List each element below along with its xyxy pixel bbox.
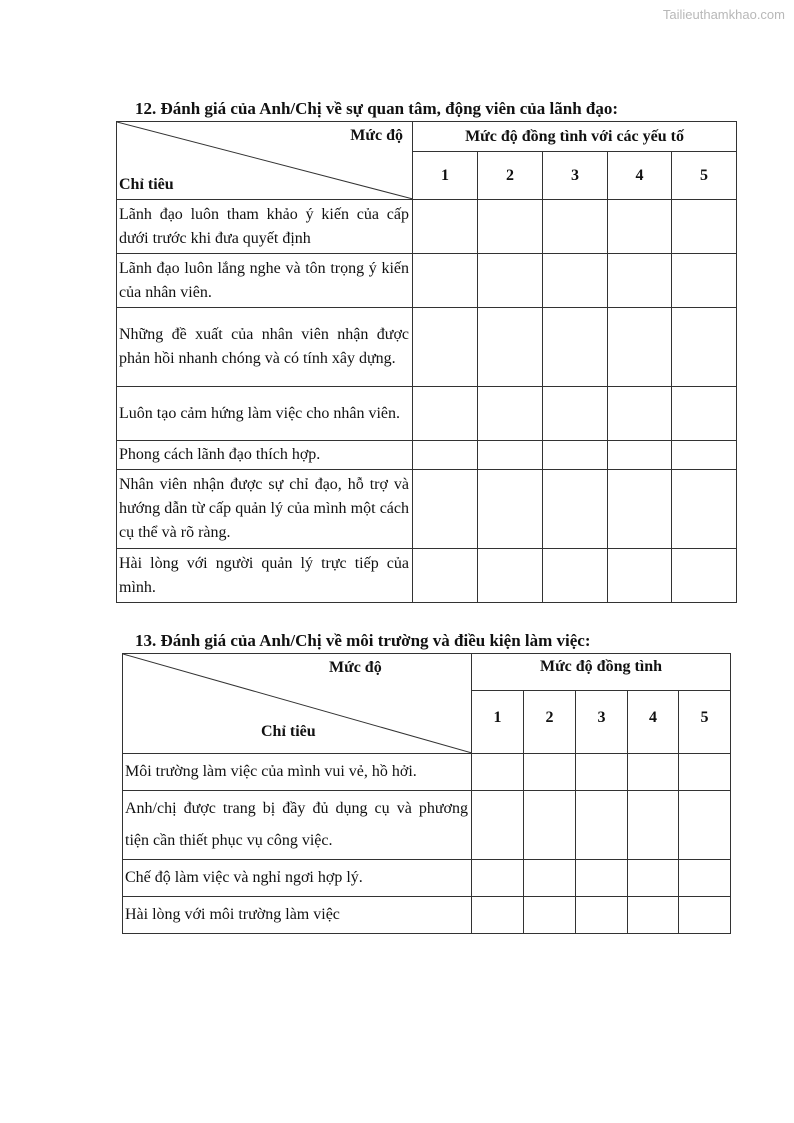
rating-cell-1[interactable] [413, 470, 478, 549]
rating-cell-5[interactable] [672, 200, 737, 254]
criterion-label: Lãnh đạo luôn tham khảo ý kiến của cấp dưới trước khi đưa quyết định [117, 200, 413, 254]
rating-cell-4[interactable] [608, 470, 672, 549]
rating-cell-1[interactable] [413, 254, 478, 308]
rating-cell-5[interactable] [679, 791, 731, 860]
section-13-title: 13. Đánh giá của Anh/Chị về môi trường và điều kiện làm việc: [135, 631, 591, 650]
watermark: Tailieuthamkhao.com [662, 7, 785, 22]
rating-cell-4[interactable] [628, 860, 679, 897]
survey-table-leadership [116, 121, 737, 603]
rating-cell-5[interactable] [672, 549, 737, 603]
scale-header-5: 5 [679, 691, 731, 754]
corner-label-level: Mức độ [329, 659, 382, 676]
scale-header-3: 3 [576, 691, 628, 754]
criterion-label: Những đề xuất của nhân viên nhận được phản hồi nhanh chóng và có tính xây dựng. [117, 308, 413, 387]
table-row [117, 200, 737, 254]
rating-cell-3[interactable] [543, 254, 608, 308]
rating-cell-1[interactable] [472, 897, 524, 934]
rating-cell-1[interactable] [472, 754, 524, 791]
rating-cell-1[interactable] [413, 387, 478, 441]
rating-cell-4[interactable] [608, 308, 672, 387]
criterion-label: Hài lòng với môi trường làm việc [123, 897, 472, 934]
table-row [117, 549, 737, 603]
table-row [123, 791, 731, 860]
rating-cell-3[interactable] [543, 200, 608, 254]
rating-cell-5[interactable] [679, 754, 731, 791]
rating-cell-2[interactable] [524, 897, 576, 934]
rating-cell-4[interactable] [628, 897, 679, 934]
scale-header-2: 2 [478, 152, 543, 200]
rating-cell-3[interactable] [576, 791, 628, 860]
rating-cell-5[interactable] [672, 470, 737, 549]
rating-cell-3[interactable] [576, 754, 628, 791]
rating-cell-4[interactable] [628, 754, 679, 791]
table-row [117, 254, 737, 308]
scale-header-3: 3 [543, 152, 608, 200]
rating-cell-2[interactable] [478, 470, 543, 549]
table-row [123, 860, 731, 897]
corner-label-criteria: Chỉ tiêu [261, 723, 316, 740]
criterion-label: Lãnh đạo luôn lắng nghe và tôn trọng ý kiến của nhân viên. [117, 254, 413, 308]
section-12-title: 12. Đánh giá của Anh/Chị về sự quan tâm, động viên của lãnh đạo: [135, 99, 619, 118]
rating-cell-3[interactable] [543, 549, 608, 603]
scale-header-5: 5 [672, 152, 737, 200]
criterion-label: Anh/chị được trang bị đầy đủ dụng cụ và phương tiện cần thiết phục vụ công việc. [123, 791, 472, 860]
rating-cell-2[interactable] [478, 441, 543, 470]
rating-cell-4[interactable] [608, 254, 672, 308]
rating-cell-3[interactable] [576, 860, 628, 897]
rating-cell-4[interactable] [628, 791, 679, 860]
rating-cell-2[interactable] [478, 200, 543, 254]
criterion-label: Môi trường làm việc của mình vui vẻ, hồ hởi. [123, 754, 472, 791]
rating-cell-2[interactable] [524, 791, 576, 860]
table-row [123, 897, 731, 934]
rating-cell-3[interactable] [576, 897, 628, 934]
rating-cell-1[interactable] [413, 200, 478, 254]
criterion-label: Luôn tạo cảm hứng làm việc cho nhân viên. [117, 387, 413, 441]
corner-label-level: Mức độ [350, 127, 403, 144]
rating-cell-4[interactable] [608, 549, 672, 603]
rating-cell-2[interactable] [524, 860, 576, 897]
agreement-group-header: Mức độ đồng tình [472, 654, 731, 691]
table-row [117, 470, 737, 549]
rating-cell-5[interactable] [679, 897, 731, 934]
rating-cell-2[interactable] [478, 308, 543, 387]
scale-header-2: 2 [524, 691, 576, 754]
corner-header-cell [117, 122, 413, 200]
rating-cell-5[interactable] [672, 387, 737, 441]
rating-cell-2[interactable] [478, 387, 543, 441]
rating-cell-2[interactable] [524, 754, 576, 791]
table-row [123, 754, 731, 791]
table-row [117, 387, 737, 441]
rating-cell-5[interactable] [672, 308, 737, 387]
rating-cell-1[interactable] [413, 308, 478, 387]
scale-header-4: 4 [608, 152, 672, 200]
table-row [117, 441, 737, 470]
rating-cell-3[interactable] [543, 441, 608, 470]
rating-cell-4[interactable] [608, 387, 672, 441]
scale-header-1: 1 [413, 152, 478, 200]
rating-cell-1[interactable] [413, 441, 478, 470]
criterion-label: Phong cách lãnh đạo thích hợp. [117, 441, 413, 470]
rating-cell-1[interactable] [472, 860, 524, 897]
scale-header-4: 4 [628, 691, 679, 754]
rating-cell-4[interactable] [608, 200, 672, 254]
rating-cell-5[interactable] [672, 254, 737, 308]
rating-cell-1[interactable] [413, 549, 478, 603]
criterion-label: Nhân viên nhận được sự chỉ đạo, hỗ trợ và hướng dẫn từ cấp quản lý của mình một cách cụ thể và rõ ràng. [117, 470, 413, 549]
scale-header-1: 1 [472, 691, 524, 754]
criterion-label: Hài lòng với người quản lý trực tiếp của mình. [117, 549, 413, 603]
corner-label-criteria: Chỉ tiêu [119, 176, 174, 193]
rating-cell-5[interactable] [679, 860, 731, 897]
rating-cell-2[interactable] [478, 254, 543, 308]
corner-header-cell [123, 654, 472, 754]
agreement-group-header: Mức độ đồng tình với các yếu tố [413, 122, 737, 152]
rating-cell-2[interactable] [478, 549, 543, 603]
criterion-label: Chế độ làm việc và nghỉ ngơi hợp lý. [123, 860, 472, 897]
rating-cell-5[interactable] [672, 441, 737, 470]
rating-cell-1[interactable] [472, 791, 524, 860]
rating-cell-3[interactable] [543, 308, 608, 387]
rating-cell-4[interactable] [608, 441, 672, 470]
rating-cell-3[interactable] [543, 387, 608, 441]
survey-table-environment [122, 653, 731, 934]
rating-cell-3[interactable] [543, 470, 608, 549]
table-row [117, 308, 737, 387]
